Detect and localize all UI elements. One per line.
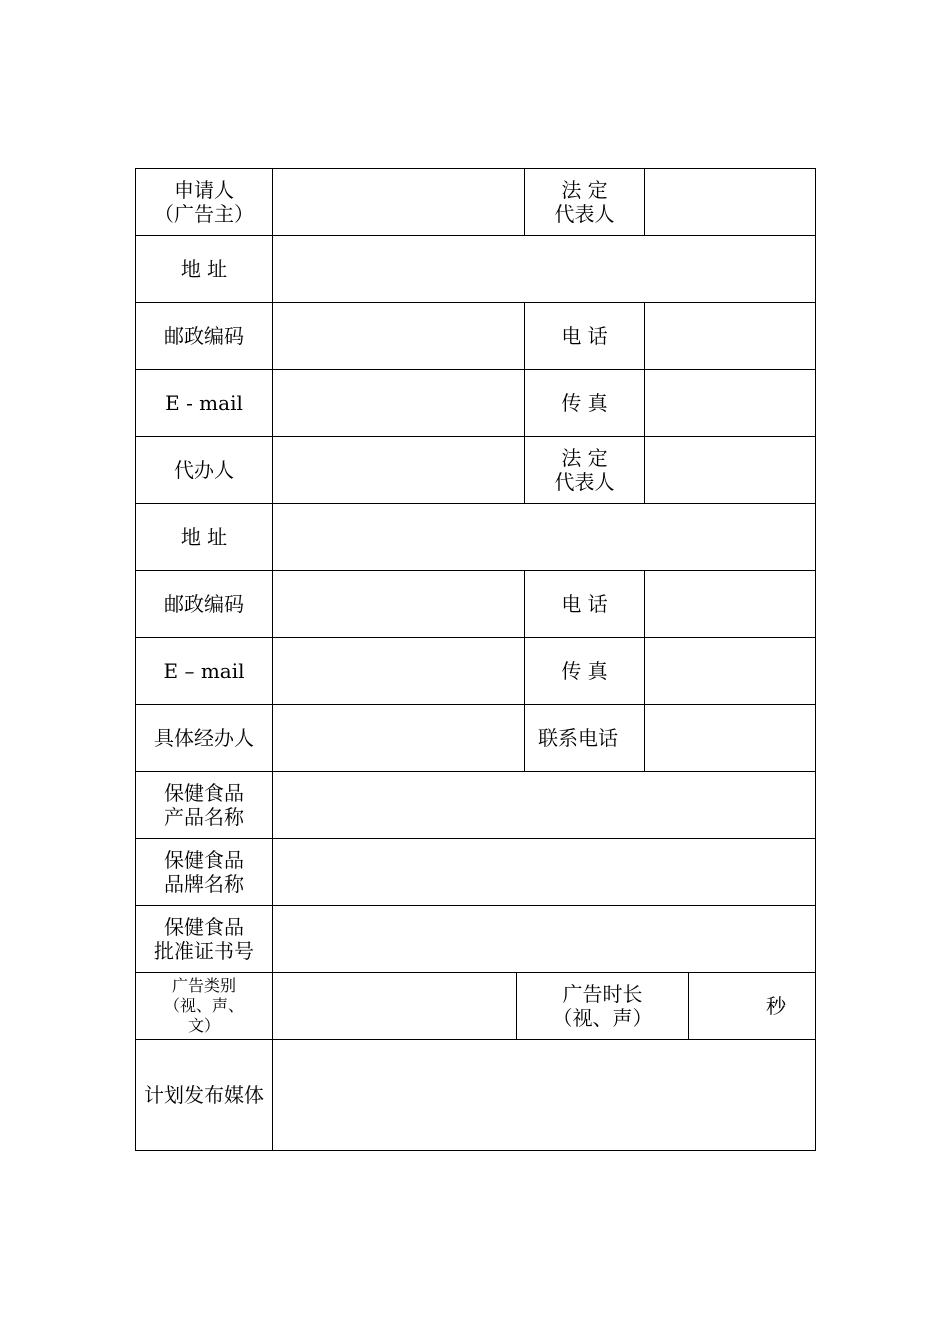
form-border-bottom (135, 1150, 816, 1151)
agent-postal-code-field[interactable] (273, 571, 524, 637)
contact-phone-field[interactable] (645, 705, 815, 771)
form-border-right (815, 168, 816, 1151)
phone-label: 电 话 (561, 324, 608, 348)
agent-email-label: E – mail (163, 659, 245, 683)
legal-rep-label: 法 定 代表人 (554, 178, 615, 226)
phone-field[interactable] (645, 303, 815, 369)
agent-label: 代办人 (174, 458, 234, 482)
postal-code-field[interactable] (273, 303, 524, 369)
approval-number-field[interactable] (273, 906, 815, 972)
ad-category-label: 广告类别 （视、声、 文） (163, 976, 244, 1035)
brand-name-field[interactable] (273, 839, 815, 905)
agent-phone-label: 电 话 (561, 592, 608, 616)
agent-postal-code-label: 邮政编码 (164, 592, 244, 616)
product-name-field[interactable] (273, 772, 815, 838)
address-label: 地 址 (180, 257, 228, 281)
product-name-label: 保健食品 产品名称 (164, 781, 244, 829)
fax-label: 传 真 (561, 391, 608, 415)
agent-legal-rep-label: 法 定 代表人 (554, 446, 615, 494)
ad-duration-field[interactable]: 秒 (766, 994, 786, 1018)
agent-phone-field[interactable] (645, 571, 815, 637)
email-field[interactable] (273, 370, 524, 436)
agent-email-field[interactable] (273, 638, 524, 704)
agent-address-field[interactable] (273, 504, 815, 570)
handler-field[interactable] (273, 705, 524, 771)
contact-phone-label: 联系电话 (538, 726, 618, 750)
applicant-label: 申请人 （广告主） (154, 178, 254, 226)
agent-address-label: 地 址 (180, 525, 228, 549)
address-field[interactable] (273, 236, 815, 302)
approval-number-label: 保健食品 批准证书号 (154, 915, 254, 963)
handler-label: 具体经办人 (154, 726, 254, 750)
email-label: E - mail (165, 391, 243, 415)
legal-rep-field[interactable] (645, 169, 815, 235)
agent-legal-rep-field[interactable] (645, 437, 815, 503)
media-label: 计划发布媒体 (144, 1083, 264, 1107)
ad-duration-label: 广告时长 （视、声） (552, 982, 653, 1030)
agent-fax-label: 传 真 (561, 659, 608, 683)
ad-category-field[interactable] (273, 973, 516, 1039)
agent-field[interactable] (273, 437, 524, 503)
applicant-field[interactable] (273, 169, 524, 235)
postal-code-label: 邮政编码 (164, 324, 244, 348)
fax-field[interactable] (645, 370, 815, 436)
media-field[interactable] (273, 1040, 815, 1150)
agent-fax-field[interactable] (645, 638, 815, 704)
brand-name-label: 保健食品 品牌名称 (164, 848, 244, 896)
